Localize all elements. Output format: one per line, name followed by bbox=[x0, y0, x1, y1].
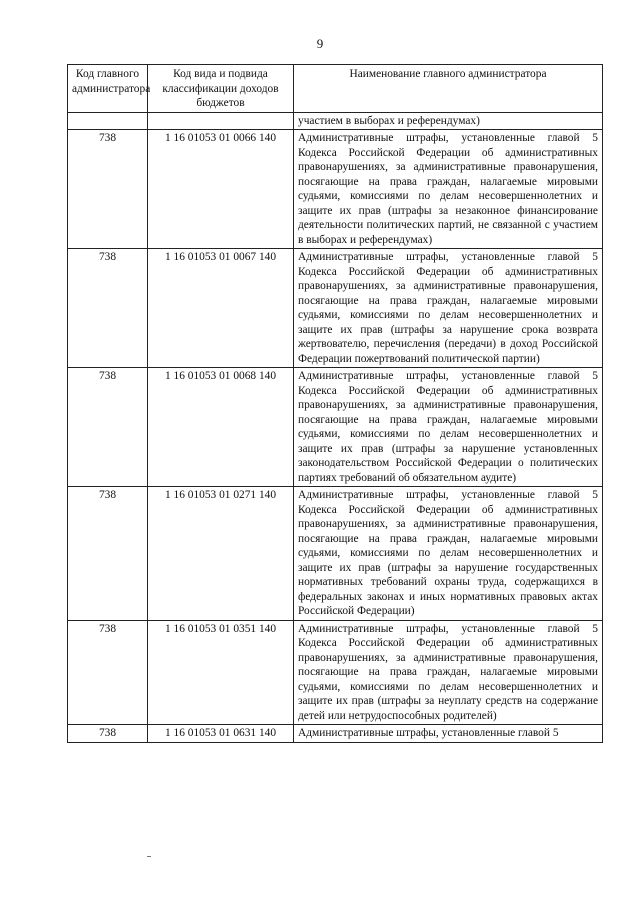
income-code-cell: 1 16 01053 01 0351 140 bbox=[148, 620, 294, 725]
table-row bbox=[68, 487, 603, 621]
admin-name-text: участием в выборах и референдумах) bbox=[298, 114, 480, 127]
income-code-cell: 1 16 01053 01 0271 140 bbox=[148, 487, 294, 621]
admin-name-text: Административные штрафы, установленные главой 5 Кодекса Российской Федерации об административных правонарушениях, за административные правонарушения, посягающие на права граждан, налагаемые мировыми судьями, комиссиями по делам несовершеннолетних и защите их прав (штрафы за нарушение срока возврата жертвователю, перечисления (передачи) в доход Российской Федерации пожертвований политической партии) bbox=[298, 251, 598, 365]
table-row bbox=[68, 620, 603, 725]
admin-name-cell bbox=[294, 368, 603, 487]
income-code-cell: 1 16 01053 01 0068 140 bbox=[148, 368, 294, 487]
table-row bbox=[68, 368, 603, 487]
table-row bbox=[68, 112, 603, 130]
admin-name-cell bbox=[294, 112, 603, 130]
income-code-cell: 1 16 01053 01 0067 140 bbox=[148, 249, 294, 368]
admin-code-cell: 738 bbox=[68, 620, 148, 725]
header-admin-code: Код главного администратора bbox=[68, 65, 148, 113]
admin-name-cell bbox=[294, 130, 603, 249]
table-row bbox=[68, 249, 603, 368]
admin-name-cell bbox=[294, 487, 603, 621]
admin-code-cell: 738 bbox=[68, 368, 148, 487]
admin-name-text: Административные штрафы, установленные главой 5 Кодекса Российской Федерации об административных правонарушениях, за административные правонарушения, посягающие на права граждан, налагаемые мировыми судьями, комиссиями по делам несовершеннолетних и защите их прав (штрафы за неуплату средств на содержание детей или нетрудоспособных родителей) bbox=[298, 622, 598, 722]
table-row bbox=[68, 725, 603, 743]
income-code-cell bbox=[148, 112, 294, 130]
administrators-table bbox=[67, 64, 603, 743]
table-header-row bbox=[68, 65, 603, 113]
page-number: 9 bbox=[316, 36, 324, 51]
admin-code-cell: 738 bbox=[68, 130, 148, 249]
admin-name-cell bbox=[294, 249, 603, 368]
admin-name-cell bbox=[294, 725, 603, 743]
admin-code-cell: 738 bbox=[68, 487, 148, 621]
table-row bbox=[68, 130, 603, 249]
admin-code-cell: 738 bbox=[68, 725, 148, 743]
admin-name-text: Административные штрафы, установленные главой 5 bbox=[298, 727, 559, 739]
header-income-code: Код вида и подвида классификации доходов бюджетов bbox=[148, 65, 294, 113]
header-admin-name: Наименование главного администратора bbox=[294, 65, 603, 113]
admin-name-cell bbox=[294, 620, 603, 725]
admin-code-cell: 738 bbox=[68, 249, 148, 368]
scan-mark bbox=[147, 856, 151, 857]
income-code-cell: 1 16 01053 01 0631 140 bbox=[148, 725, 294, 743]
admin-name-text: Административные штрафы, установленные главой 5 Кодекса Российской Федерации об административных правонарушениях, за административные правонарушения, посягающие на права граждан, налагаемые мировыми судьями, комиссиями по делам несовершеннолетних и защите их прав (штрафы за нарушение государственных нормативных требований охраны труда, содержащихся в федеральных законах и иных нормативных правовых актах Российской Федерации) bbox=[298, 489, 598, 617]
admin-code-cell bbox=[68, 112, 148, 130]
admin-name-text: Административные штрафы, установленные главой 5 Кодекса Российской Федерации об административных правонарушениях, за административные правонарушения, посягающие на права граждан, налагаемые мировыми судьями, комиссиями по делам несовершеннолетних и защите их прав (штрафы за незаконное финансирование деятельности политических партий, не связанной с участием в выборах и референдумах) bbox=[298, 132, 598, 246]
admin-name-text: Административные штрафы, установленные главой 5 Кодекса Российской Федерации об административных правонарушениях, за административные правонарушения, посягающие на права граждан, налагаемые мировыми судьями, комиссиями по делам несовершеннолетних и защите их прав (штрафы за нарушение установленных законодательством Российской Федерации о политических партиях требований об обязательном аудите) bbox=[298, 370, 598, 484]
income-code-cell: 1 16 01053 01 0066 140 bbox=[148, 130, 294, 249]
